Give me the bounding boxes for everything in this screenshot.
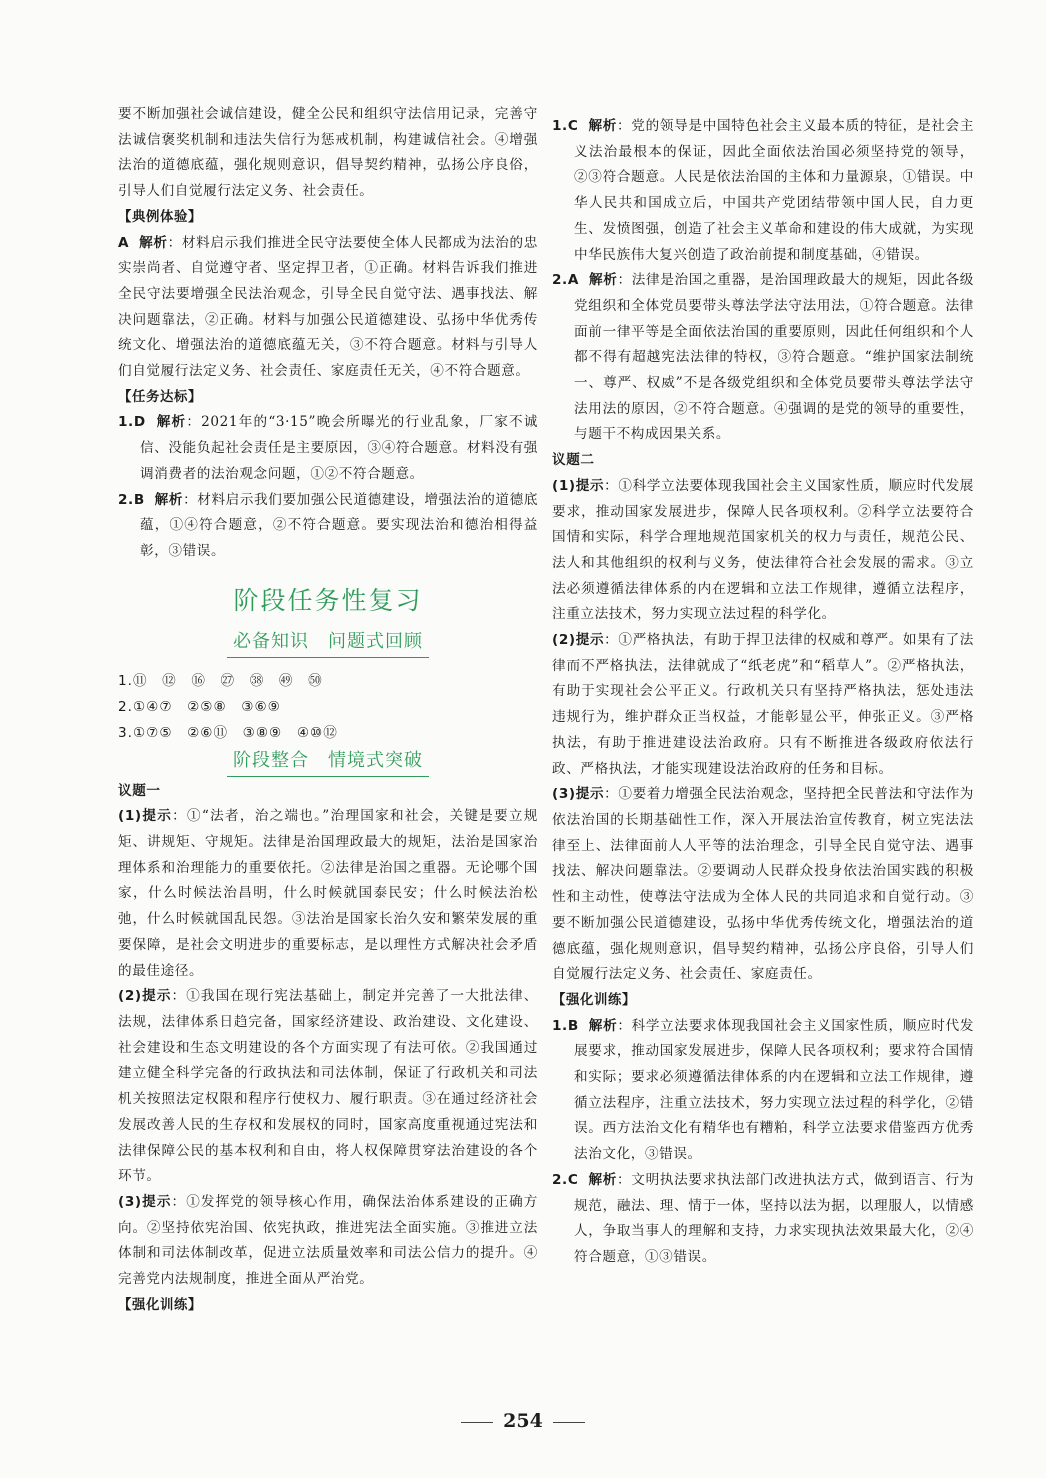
- renwu-item-1: [118, 410, 538, 487]
- item-number: (1): [118, 808, 142, 825]
- answer-row-3: 3.①⑦⑤ ②⑥⑪ ③⑧⑨ ④⑩⑫: [118, 724, 338, 741]
- intro-paragraph: 要不断加强社会诚信建设，健全公民和组织守法信用记录，完善守法诚信褒奖机制和违法失信行为惩戒机制，构建诚信社会。④增强法治的道德底蕴，强化规则意识，倡导契约精神，弘扬公序良俗，引导人们自觉履行法定义务、社会责任。: [118, 106, 538, 200]
- item-keyword: 提示: [141, 988, 172, 1005]
- item-keyword: 解析: [588, 118, 618, 134]
- item-text: ：①要着力增强全民法治观念，坚持把全民普法和守法作为依法治国的长期基础性工作，深入开展法治宣传教育，树立宪法法律至上、法律面前人人平等的法治理念，引导全民自觉守法、遇事找法、解决问题靠法。②要调动人民群众投身依法治国实践的积极性和主动性，使尊法守法成为全体人民的共同追求和自觉行动。③要不断加强公民道德建设，弘扬中华优秀传统文化，增强法治的道德底蕴，强化规则意识，倡导契约精神，弘扬公序良俗，引导人们自觉履行法定义务、社会责任、家庭责任。: [552, 786, 974, 983]
- subtitle-jieduan-text: 阶段整合 情境式突破: [227, 746, 429, 777]
- answer-row-1: 1.⑪ ⑫ ⑯ ㉗ ㊳ ㊾ ㊿: [118, 672, 323, 689]
- item-number: A: [118, 234, 130, 251]
- item-number: (3): [552, 786, 576, 803]
- item-keyword: 提示: [575, 786, 605, 803]
- item-keyword: 解析: [154, 491, 184, 508]
- item-keyword: 提示: [575, 632, 605, 649]
- training-item-2: [552, 1168, 974, 1271]
- topic-heading-1: 议题一: [118, 782, 161, 799]
- item-keyword: 提示: [575, 477, 605, 494]
- hint-item-1: [552, 474, 974, 628]
- item-text: ：材料启示我们推进全民守法要使全体人民都成为法治的忠实崇尚者、自觉遵守者、坚定捍卫者，①正确。材料告诉我们推进全民守法要增强全民法治观念，引导全民自觉守法、遇事找法、解决问题靠法，②正确。材料与加强公民道德建设、弘扬中华优秀传统文化、增强法治的道德底蕴无关，③不符合题意。材料与引导人们自觉履行法定义务、社会责任、家庭责任无关，④不符合题意。: [118, 234, 538, 380]
- item-keyword: 解析: [588, 272, 618, 289]
- item-keyword: 解析: [156, 414, 187, 431]
- item-text: ：①“法者，治之端也。”治理国家和社会，关键是要立规矩、讲规矩、守规矩。法律是治国理政最大的规矩，法治是国家治理体系和治理能力的重要依托。②法律是治国之重器。无论哪个国家，什么时候法治昌明，什么时候就国泰民安；什么时候法治松弛，什么时候就国乱民怨。③法治是国家长治久安和繁荣发展的重要保障，是社会文明进步的重要标志，是以理性方式解决社会矛盾的最佳途径。: [118, 808, 538, 979]
- topic-heading-2: 议题二: [552, 452, 595, 469]
- item-number: 2.B: [118, 491, 145, 508]
- item-text: ：法律是治国之重器，是治国理政最大的规矩，因此各级党组织和全体党员要带头尊法学法守法用法，①符合题意。法律面前一律平等是全面依法治国的重要原则，因此任何组织和个人都不得有超越宪法法律的特权，③符合题意。“维护国家法制统一、尊严、权威”不是各级党组织和全体党员要带头尊法学法守法用法的原因，②不符合题意。④强调的是党的领导的重要性，与题干不构成因果关系。: [574, 272, 974, 443]
- item-text: ：①发挥党的领导核心作用，确保法治体系建设的正确方向。②坚持依宪治国、依宪执政，推进宪法全面实施。③推进立法体制和司法体制改革，促进立法质量效率和司法公信力的提升。④完善党内法规制度，推进全面从严治党。: [118, 1193, 538, 1288]
- item-number: 1.B: [552, 1017, 579, 1034]
- section-heading-renwu: 【任务达标】: [118, 389, 202, 405]
- item-text: ：①科学立法要体现我国社会主义国家性质，顺应时代发展要求，推动国家发展进步，保障人民各项权利。②科学立法要符合国情和实际，科学合理地规范国家机关的权力与责任，规范公民、法人和其他组织的权利与义务，使法律符合社会发展的需求。③立法必须遵循法律体系的内在逻辑和立法工作规律，遵循立法程序，注重立法技术，努力实现立法过程的科学化。: [552, 477, 974, 623]
- exercise-item-1: [552, 114, 974, 268]
- right-column: [552, 114, 974, 1271]
- exercise-item-2: [552, 268, 974, 448]
- item-keyword: 解析: [588, 1017, 618, 1034]
- hint-item-3: [118, 1190, 538, 1293]
- item-number: 2.A: [552, 272, 579, 289]
- page-number-value: 254: [503, 1410, 543, 1432]
- item-text: ：材料启示我们要加强公民道德建设，增强法治的道德底蕴，①④符合题意，②不符合题意。要实现法治和德治相得益彰，③错误。: [140, 491, 539, 559]
- dianli-item: [118, 231, 538, 385]
- subtitle-jieduan: [118, 746, 538, 777]
- subtitle-bibei: [118, 627, 538, 658]
- item-number: (2): [552, 632, 576, 649]
- item-number: 2.C: [552, 1171, 579, 1188]
- subtitle-bibei-text: 必备知识 问题式回顾: [227, 627, 429, 658]
- item-text: ：2021年的“3·15”晚会所曝光的行业乱象，厂家不诚信、没能负起社会责任是主要原因，③④符合题意。材料没有强调消费者的法治观念问题，①②不符合题意。: [140, 414, 539, 482]
- left-column: [118, 102, 538, 1318]
- item-text: ：科学立法要求体现我国社会主义国家性质，顺应时代发展要求，推动国家发展进步，保障人民各项权利；要求符合国情和实际；要求必须遵循法律体系的内在逻辑和立法工作规律，遵循立法程序，注重立法技术，努力实现立法过程的科学化，②错误。西方法治文化有精华也有糟粕，科学立法要求借鉴西方优秀法治文化，③错误。: [574, 1017, 975, 1163]
- section-heading-qianghua-right: 【强化训练】: [552, 992, 636, 1008]
- item-keyword: 提示: [141, 808, 173, 825]
- page-number: [0, 1410, 1046, 1432]
- item-number: (1): [552, 477, 576, 494]
- section-heading-qianghua-left: 【强化训练】: [118, 1297, 202, 1313]
- answer-row-2: 2.①④⑦ ②⑤⑧ ③⑥⑨: [118, 698, 281, 715]
- hint-item-3: [552, 782, 974, 988]
- chapter-title: 阶段任务性复习: [233, 585, 423, 615]
- item-text: ：文明执法要求执法部门改进执法方式，做到语言、行为规范，融法、理、情于一体，坚持以法为据，以理服人，以情感人，争取当事人的理解和支持，力求实现执法效果最大化，②④符合题意，①③错误。: [574, 1171, 975, 1265]
- item-keyword: 解析: [588, 1171, 618, 1188]
- item-text: ：①严格执法，有助于捍卫法律的权威和尊严。如果有了法律而不严格执法，法律就成了“纸老虎”和“稻草人”。②严格执法，有助于实现社会公平正义。行政机关只有坚持严格执法，惩处违法违规行为，维护群众正当权益，才能彰显公平，伸张正义。③严格执法，有助于推进建设法治政府。只有不断推进各级政府依法行政、严格执法，才能实现建设法治政府的任务和目标。: [552, 632, 974, 777]
- hint-item-1: [118, 804, 538, 984]
- item-keyword: 提示: [141, 1193, 172, 1210]
- section-heading-dianli: 【典例体验】: [118, 209, 202, 225]
- item-text: ：党的领导是中国特色社会主义最本质的特征，是社会主义法治最根本的保证，因此全面依法治国必须坚持党的领导，②③符合题意。人民是依法治国的主体和力量源泉，①错误。中华人民共和国成立后，中国共产党团结带领中国人民，自力更生、发愤图强，创造了社会主义革命和建设的伟大成就，为实现中华民族伟大复兴创造了政治前提和制度基础，④错误。: [574, 118, 975, 263]
- training-item-1: [552, 1014, 974, 1168]
- item-number: (3): [118, 1193, 142, 1210]
- page-number-dash-right: [553, 1422, 585, 1423]
- item-number: 1.C: [552, 118, 579, 134]
- item-number: (2): [118, 988, 142, 1005]
- hint-item-2: [118, 984, 538, 1190]
- item-number: 1.D: [118, 414, 146, 431]
- renwu-item-2: [118, 488, 538, 565]
- hint-item-2: [552, 628, 974, 782]
- item-keyword: 解析: [139, 234, 168, 251]
- page-number-dash-left: [461, 1422, 493, 1423]
- item-text: ：①我国在现行宪法基础上，制定并完善了一大批法律、法规，法律体系日趋完备，国家经济建设、政治建设、文化建设、社会建设和生态文明建设的各个方面实现了有法可依。②我国通过建立健全科学完备的行政执法和司法体制，保证了行政机关和司法机关按照法定权限和程序行使权力、履行职责。③在通过经济社会发展改善人民的生存权和发展权的同时，国家高度重视通过宪法和法律保障公民的基本权利和自由，将人权保障贯穿法治建设的各个环节。: [118, 988, 538, 1185]
